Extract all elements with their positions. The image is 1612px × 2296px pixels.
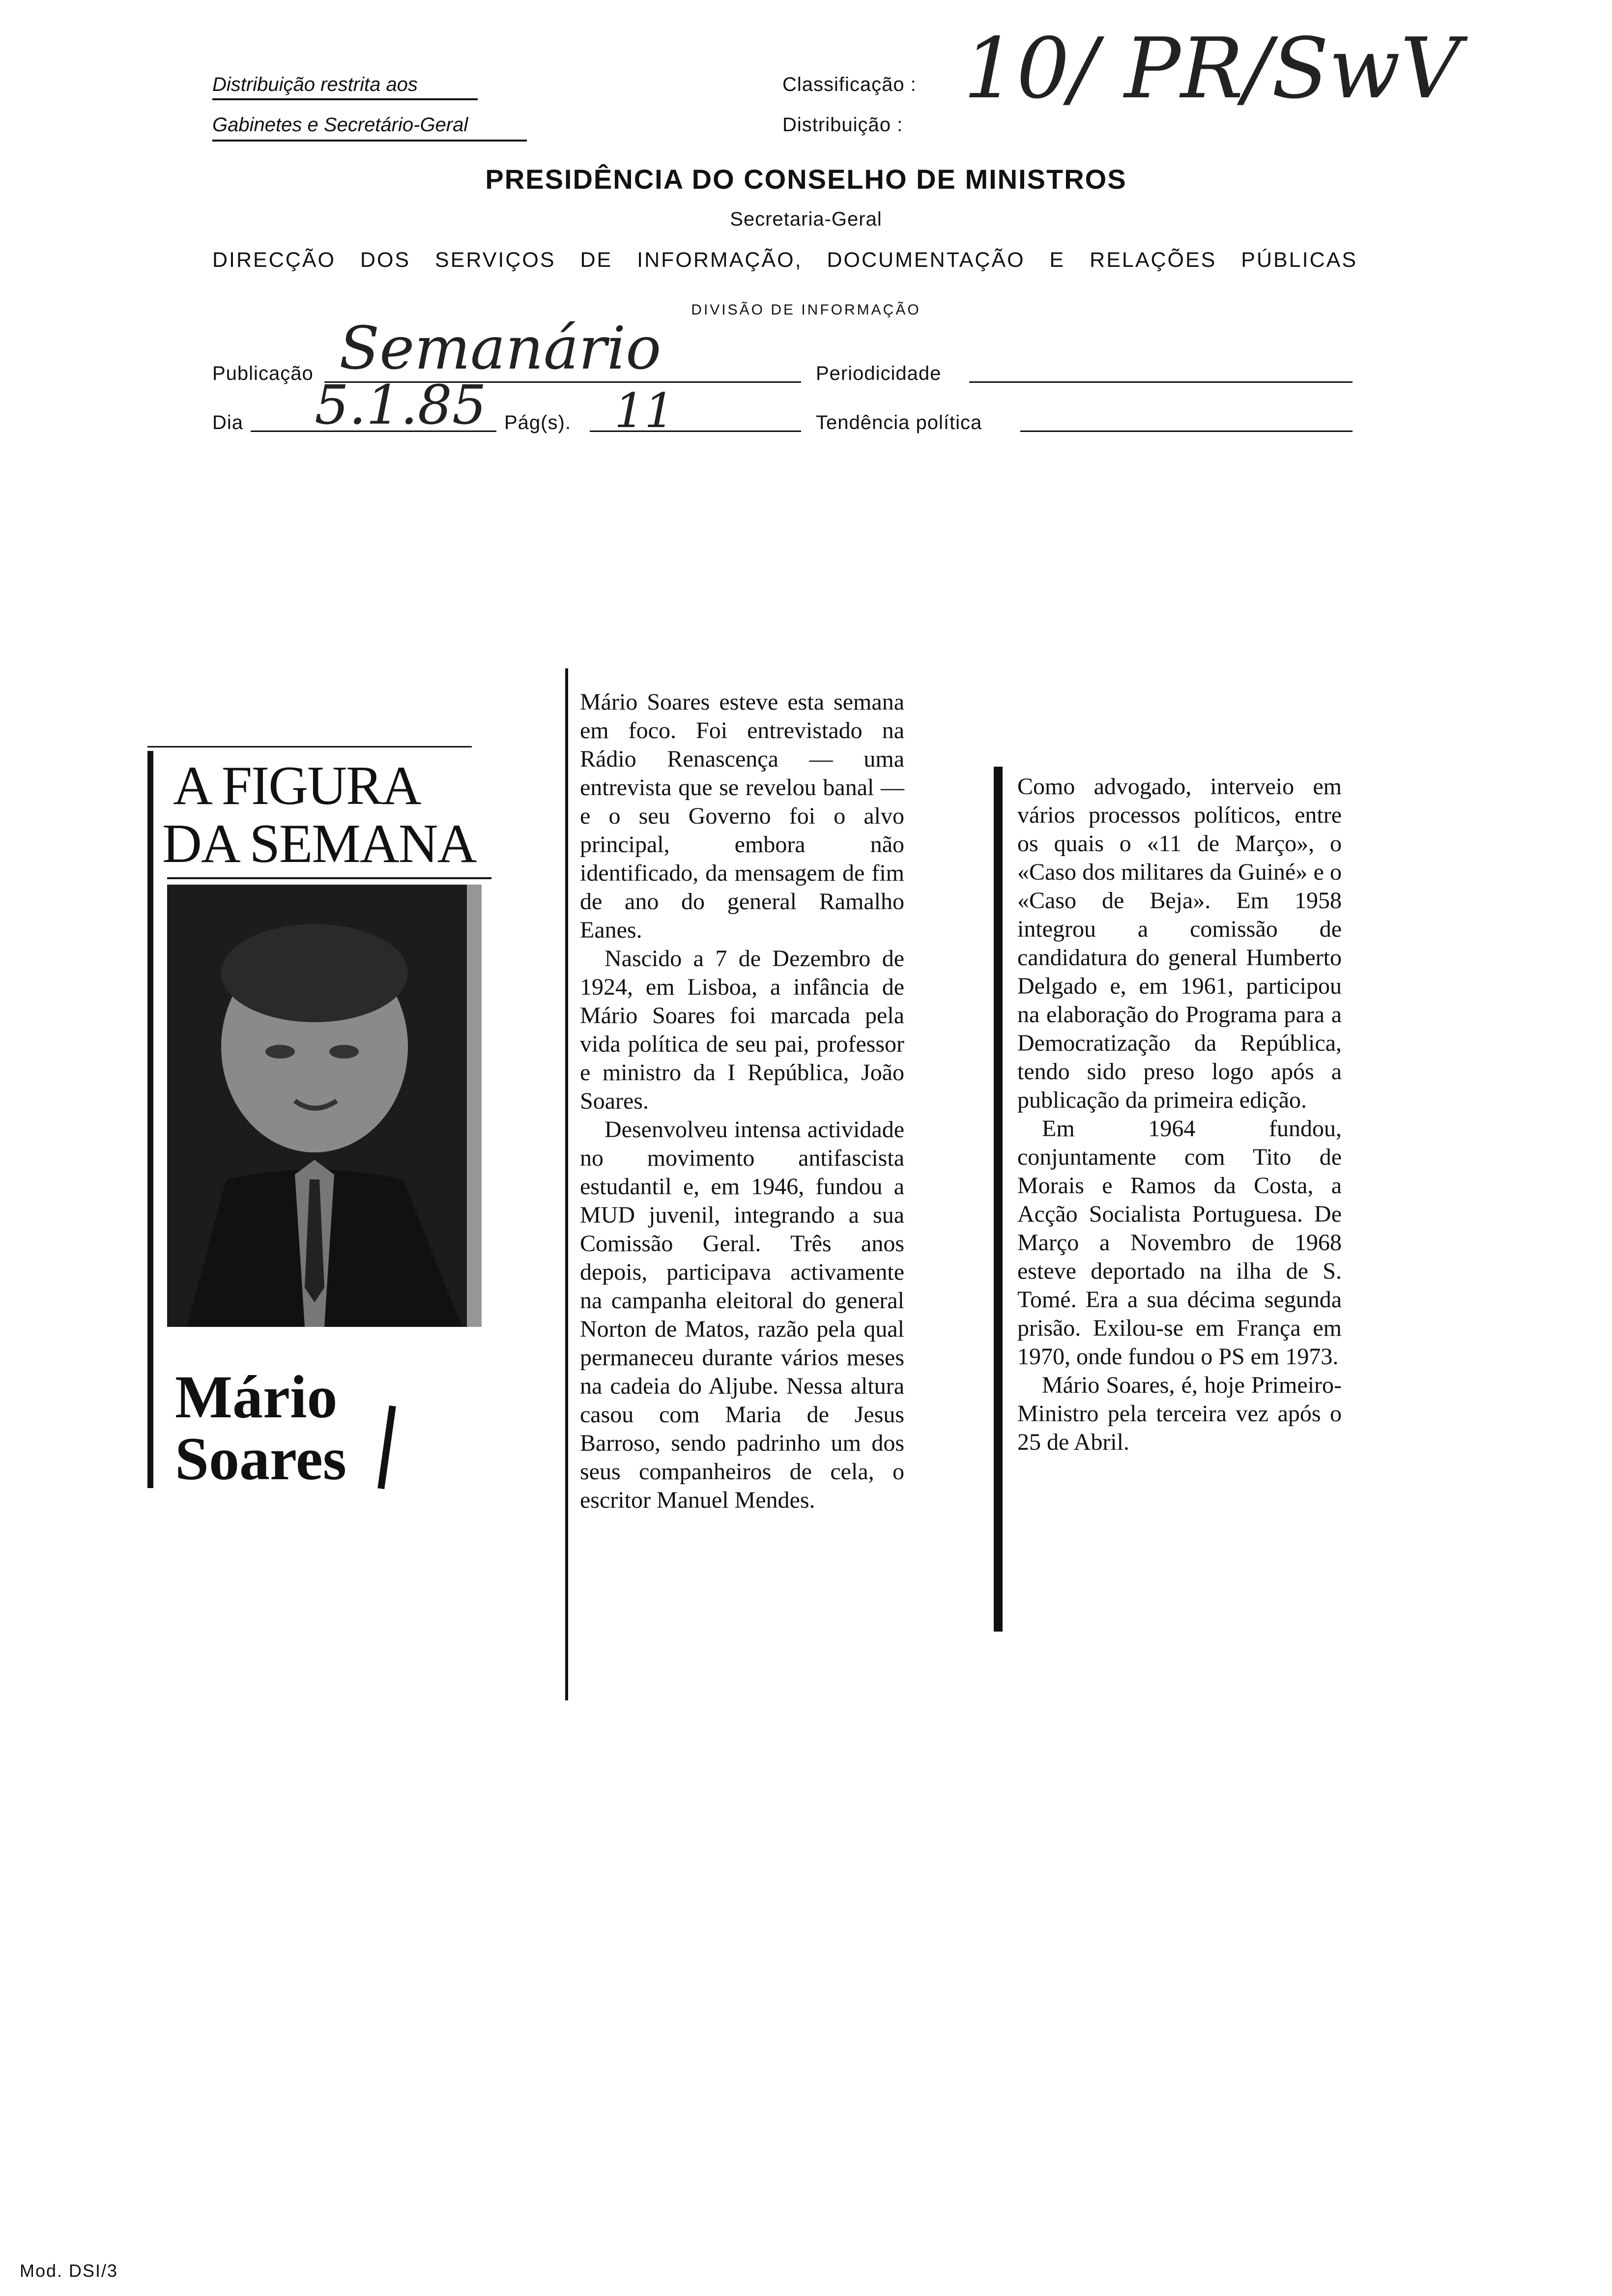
column-left-rule: [565, 668, 568, 1700]
org-title: PRESIDÊNCIA DO CONSELHO DE MINISTROS: [485, 164, 1127, 195]
dia-label: Dia: [212, 412, 244, 433]
article-column-2: [1017, 773, 1342, 1457]
portrait-photo: [167, 885, 482, 1327]
publicacao-handwritten: Semanário: [339, 315, 662, 383]
division-line: DIVISÃO DE INFORMAÇÃO: [691, 302, 921, 318]
periodicidade-line: [969, 381, 1353, 383]
col1-paragraph-1: Mário Soares esteve esta semana em foco. Foi entrevistado na Rádio Renascença — uma entrevista que se revelou banal — e o seu Governo foi o alvo principal, embora não identificado, da mensagem de fim de ano do general Ramalho Eanes.: [580, 689, 904, 943]
headline-line1: A FIGURA: [173, 755, 421, 816]
tendencia-label: Tendência política: [816, 412, 982, 433]
name-line2: Soares: [175, 1425, 347, 1492]
portrait-figure: [167, 885, 482, 1327]
org-subtitle: Secretaria-Geral: [730, 208, 882, 230]
pags-handwritten: 11: [614, 383, 675, 438]
restricted-underline-1: [212, 98, 478, 100]
tendencia-line: [1020, 430, 1353, 432]
col1-paragraph-2: Nascido a 7 de Dezembro de 1924, em Lisboa, a infância de Mário Soares foi marcada pela vida política de seu pai, professor e ministro da I República, João Soares.: [580, 946, 904, 1114]
col2-paragraph-2: Em 1964 fundou, conjuntamente com Tito de Morais e Ramos da Costa, a Acção Socialista Portuguesa. De Março a Novembro de 1968 esteve deportado na ilha de S. Tomé. Era a sua décima segunda prisão. Exilou-se em França em 1970, onde fundou o PS em 1973.: [1017, 1116, 1342, 1370]
direction-line: DIRECÇÃO DOS SERVIÇOS DE INFORMAÇÃO, DOCUMENTAÇÃO E RELAÇÕES PÚBLICAS: [212, 248, 1357, 272]
dia-handwritten: 5.1.85: [315, 373, 487, 436]
col1-paragraph-3: Desenvolveu intensa actividade no movimento antifascista estudantil e, em 1946, fundou a MUD juvenil, integrando a sua Comissão Geral. Três anos depois, participava activamente na campanha eleitoral do general Norton de Matos, razão pela qual permaneceu durante vários meses na cadeia do Aljube. Nessa altura casou com Maria de Jesus Barroso, sendo padrinho um dos seus companheiros de cela, o escritor Manuel Mendes.: [580, 1117, 904, 1513]
restricted-distribution-line1: Distribuição restrita aos: [212, 74, 418, 95]
clipping-top-rule: [147, 746, 472, 747]
article-column-1: [580, 688, 904, 1515]
name-slash-mark: [377, 1406, 396, 1489]
publicacao-label: Publicação: [212, 363, 314, 384]
restricted-underline-2: [212, 140, 527, 142]
classificacao-label: Classificação :: [782, 74, 917, 95]
pags-label: Pág(s).: [504, 412, 571, 433]
name-line1: Mário: [175, 1363, 338, 1431]
restricted-distribution-line2: Gabinetes e Secretário-Geral: [212, 114, 468, 136]
periodicidade-label: Periodicidade: [816, 363, 942, 384]
col2-paragraph-3: Mário Soares, é, hoje Primeiro-Ministro pela terceira vez após o 25 de Abril.: [1017, 1372, 1342, 1455]
column-divider-bar: [994, 767, 1003, 1632]
clipping-left-border: [147, 751, 153, 1488]
handwritten-reference-code: 10/ PR/SwV: [963, 20, 1461, 117]
distribuicao-label: Distribuição :: [782, 114, 903, 136]
headline-line2: DA SEMANA: [162, 813, 476, 874]
headline-underline: [167, 877, 491, 879]
form-code: Mod. DSI/3: [20, 2261, 118, 2281]
col2-paragraph-1: Como advogado, interveio em vários processos políticos, entre os quais o «11 de Março», o «Caso dos militares da Guiné» e o «Caso de Beja». Em 1958 integrou a comissão de candidatura do general Humberto Delgado e, em 1961, participou na elaboração do Programa para a Democratização da República, tendo sido preso logo após a publicação da primeira edição.: [1017, 774, 1342, 1113]
